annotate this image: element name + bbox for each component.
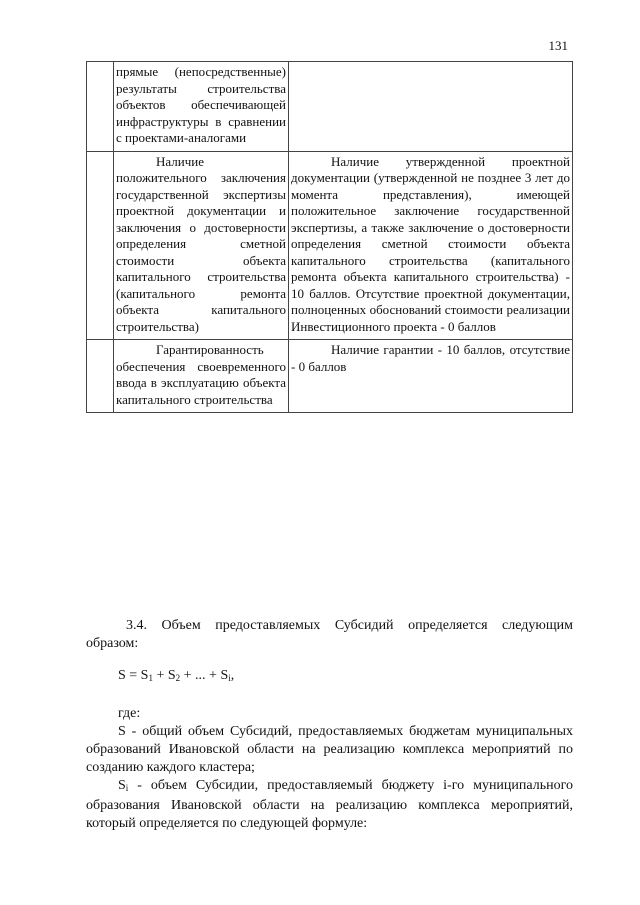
symbol-S: S [118,778,126,793]
scoring-cell [289,340,573,413]
scoring-cell [289,62,573,152]
definition-Si [86,777,573,833]
scoring-text: Наличие гарантии - 10 баллов, отсутствие - 0 баллов [291,342,570,374]
formula-part: S = S [118,668,149,683]
scoring-text: Наличие утвержденной проектной документации (утвержденной не позднее 3 лет до момента представления), имеющей положительное заключение государственной экспертизы, а также заключение о достоверности определения сметной стоимости объекта капитального строительства (капитального ремонта объекта капитального строительства) - 10 баллов. Отсутствие проектной документации, полноценных обоснований стоимости реализации Инвестиционного проекта - 0 баллов [291,153,570,334]
definitions [86,705,573,833]
formula-part: + ... + S [180,668,229,683]
criterion-text: Наличие положительного заключения государственной экспертизы проектной документации и заключения о достоверности определения сметной стоимости объекта капитального строительства (капитального ремонта объекта капитального строительства) [116,153,286,334]
scoring-cell [289,151,573,340]
definition-text: - объем Субсидии, предоставляемый бюджету i-го муниципального образования Ивановской области на реализацию комплекса мероприятий, который определяется по следующей формуле: [86,778,573,831]
criterion-text: Гарантированность обеспечения своевременного ввода в эксплуатацию объекта капитального строительства [116,342,286,407]
formula-subscript: 1 [148,673,153,683]
row-number-cell [87,151,114,340]
page-number: 131 [548,38,568,53]
table-row [87,151,573,340]
table-row [87,62,573,152]
formula-subscript: 2 [175,673,181,683]
paragraph-text: 3.4. Объем предоставляемых Субсидий определяется следующим образом: [86,618,573,651]
formula-part: , [230,668,235,683]
paragraph-3-4 [86,617,573,653]
definition-S: S - общий объем Субсидий, предоставляемых бюджетам муниципальных образований Ивановской области на реализацию комплекса мероприятий по созданию каждого кластера; [86,724,573,775]
table-row [87,340,573,413]
symbol-subscript: i [125,783,129,793]
criterion-cell [114,62,289,152]
criteria-table [86,61,573,413]
where-label: где: [118,706,141,721]
criterion-cell [114,151,289,340]
row-number-cell [87,62,114,152]
criterion-text: прямые (непосредственные) результаты строительства объектов обеспечивающей инфраструктуры в сравнении с проектами-аналогами [116,64,286,145]
row-number-cell [87,340,114,413]
formula-total [118,668,234,684]
formula-part: + S [152,668,176,683]
formula-subscript: i [228,673,231,683]
criterion-cell [114,340,289,413]
